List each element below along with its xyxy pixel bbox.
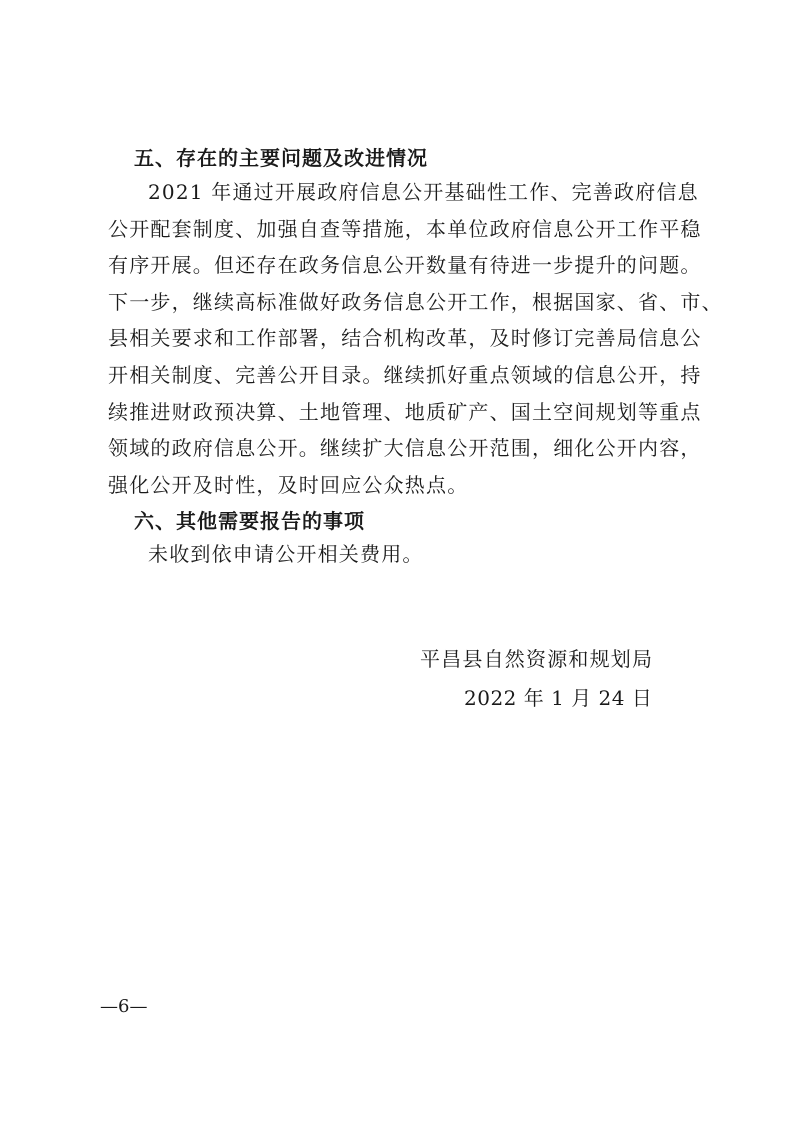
paragraph-line: 有序开展。但还存在政务信息公开数量有待进一步提升的问题。 [108, 253, 702, 278]
section-5-heading: 五、存在的主要问题及改进情况 [134, 146, 428, 170]
section-5-paragraph [108, 174, 723, 503]
paragraph-line: 开相关制度、完善公开目录。继续抓好重点领域的信息公开，持 [108, 362, 702, 387]
section-6-heading: 六、其他需要报告的事项 [134, 509, 365, 533]
signature-date: 2022 年 1 月 24 日 [464, 686, 653, 710]
paragraph-line: 强化公开及时性，及时回应公众热点。 [108, 472, 469, 497]
paragraph-line: 2021 年通过开展政府信息公开基础性工作、完善政府信息 [148, 180, 699, 204]
paragraph-line: 县相关要求和工作部署，结合机构改革，及时修订完善局信息公 [108, 326, 702, 351]
page-number: —6— [100, 996, 148, 1017]
paragraph-line: 领域的政府信息公开。继续扩大信息公开范围，细化公开内容， [108, 436, 702, 461]
signature-organization: 平昌县自然资源和规划局 [420, 647, 654, 671]
paragraph-line: 续推进财政预决算、土地管理、地质矿产、国土空间规划等重点 [108, 399, 702, 424]
paragraph-line: 公开配套制度、加强自查等措施，本单位政府信息公开工作平稳 [108, 216, 702, 241]
paragraph-line: 下一步，继续高标准做好政务信息公开工作，根据国家、省、市、 [108, 289, 723, 314]
section-6-text: 未收到依申请公开相关费用。 [148, 542, 424, 566]
